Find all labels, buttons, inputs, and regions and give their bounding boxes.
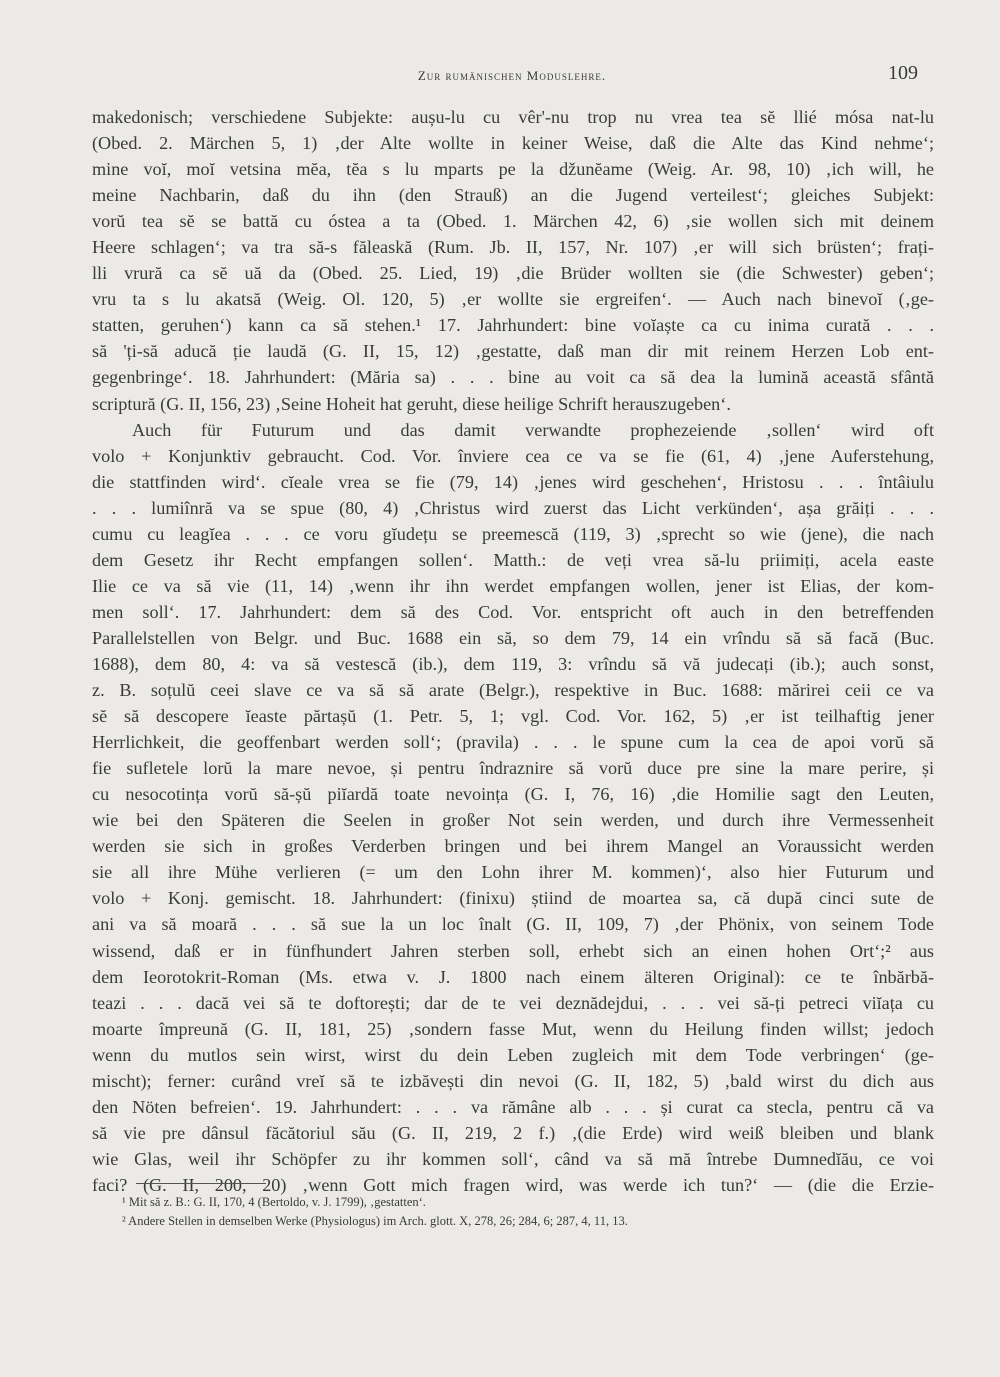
text-line: men soll‘. 17. Jahrhundert: dem să des Cod. Vor. entspricht oft auch in den betreffenden [92,601,934,622]
text-line: volo + Konjunktiv gebraucht. Cod. Vor. înviere cea ce va se fie (61, 4) ‚jene Auferstehung, [92,445,934,466]
text-line: Herrlichkeit, die geoffenbart werden soll‘; (pravila) . . . le spune cum la cea de apoi vorŭ să [92,732,934,753]
text-line: ani va să moară . . . să sue la un loc înalt (G. II, 109, 7) ‚der Phönix, von seinem Tode [92,914,934,935]
text-line: Parallelstellen von Belgr. und Buc. 1688 ein să, so dem 79, 14 ein vrîndu să să facă (Buc. [92,627,934,648]
body-text [92,104,934,1198]
text-line: wie Glas, weil ihr Schöpfer zu ihr kommen soll‘, când va să mă întrebe Dumnedĭău, ce voi [92,1148,934,1169]
footnote: ² Andere Stellen in demselben Werke (Physiologus) im Arch. glott. X, 278, 26; 284, 6; 287, 4, 11, 13. [122,1214,628,1228]
text-line: wissend, daß er in fünfhundert Jahren sterben soll, erhebt sich an einen hohen Ort‘;² aus [92,940,934,961]
text-line: . . . lumiînră va se spue (80, 4) ‚Christus wird zuerst das Licht verkünden‘, așa grăiți . . . [92,497,934,518]
footnote: ¹ Mit să z. B.: G. II, 170, 4 (Bertoldo, v. J. 1799), ‚gestatten‘. [122,1195,426,1209]
text-line: gegenbringe‘. 18. Jahrhundert: (Măria sa) . . . bine au voit ca să dea la lumină această sfântă [92,367,934,388]
text-line: 1688), dem 80, 4: va să vestescă (ib.), dem 119, 3: vrîndu să vă judecați (ib.); auch sonst, [92,653,934,674]
text-line: vru ta s lu akatsă (Weig. Ol. 120, 5) ‚er wollte sie ergreifen‘. — Auch nach binevoĭ (‚ge- [92,289,934,310]
text-line: statten, geruhen‘) kann ca să stehen.¹ 17. Jahrhundert: bine voĭaște ca cu inima curată . . . [92,315,934,336]
text-line: meine Nachbarin, daß du ihn (den Strauß) an die Jugend verteilest‘; gleiches Subjekt: [92,185,934,206]
text-line: wie bei den Späteren die Seelen in großer Not sein werden, und durch ihre Vermessenheit [92,810,934,831]
text-line: să 'ți-să aducă ție laudă (G. II, 15, 12) ‚gestatte, daß man dir mit reinem Herzen Lob ent- [92,341,934,362]
footnotes [122,1193,922,1231]
text-line: scriptură (G. II, 156, 23) ‚Seine Hoheit hat geruht, diese heilige Schrift herauszugeben‘. [92,393,731,414]
text-line: mischt); ferner: curând vreĭ să te izbăvești din nevoi (G. II, 182, 5) ‚bald wirst du dich aus [92,1070,934,1091]
text-line: faci? (G. II, 200, 20) ‚wenn Gott mich fragen wird, was werde ich tun?‘ — (die die Erzie- [92,1174,934,1195]
text-line: makedonisch; verschiedene Subjekte: aușu-lu cu vêr'-nu trop nu vrea tea sĕ llié mósa nat-lu [92,107,934,127]
text-line: Ilie ce va să vie (11, 14) ‚wenn ihr ihn werdet empfangen wollen, jener ist Elias, der kom- [92,575,934,596]
text-line: z. B. soțulŭ ceei slave ce va să să arate (Belgr.), respektive in Buc. 1688: mărirei ceii ce va [92,680,934,701]
text-line: (Obed. 2. Märchen 5, 1) ‚der Alte wollte in keiner Weise, daß die Alte das Kind nehme‘; [92,133,934,154]
text-line: cumu cu leagĭea . . . ce voru gĭudețu se preemescă (119, 3) ‚sprecht so wie (jene), die nach [92,523,934,544]
page-header [92,62,932,92]
text-line: lli vrură ca sĕ uă da (Obed. 25. Lied, 19) ‚die Brüder wollten sie (die Schwester) geben‘; [92,263,934,284]
text-line: die stattfinden wird‘. cĭeale vrea se fie (79, 14) ‚jenes wird geschehen‘, Hristosu . . . întâiulu [92,471,934,492]
text-line: sĕ să descopere ĭeaste părtașŭ (1. Petr. 5, 1; vgl. Cod. Vor. 162, 5) ‚er ist teilhaftig jener [92,706,934,727]
text-line: Heere schlagen‘; va tra să-s făleaskă (Rum. Jb. II, 157, Nr. 107) ‚er will sich brüsten‘; frați- [92,237,934,258]
page-number: 109 [888,62,918,84]
text-line: să vie pre dânsul făcătoriul său (G. II, 219, 2 f.) ‚(die Erde) wird weiß bleiben und blank [92,1122,934,1143]
text-line: werden sie sich in großes Verderben bringen und bei ihrem Mangel an Voraussicht werden [92,836,934,857]
text-line: fie sufletele lorŭ la mare nevoe, și pentru îndraznire să vorŭ duce pre sine la mare perire, și [92,758,934,779]
text-line: sie all ihre Mühe verlieren (= um den Lohn ihrer M. kommen)‘, also hier Futurum und [92,862,934,883]
text-line: Auch für Futurum und das damit verwandte prophezeiende ‚sollen‘ wird oft [132,419,934,440]
text-line: mine voĭ, moĭ vetsina mĕa, tĕa s lu mparts pe la džunĕame (Weig. Ar. 98, 10) ‚ich will, he [92,159,934,180]
text-line: cu nesocotința vorŭ să-șŭ piĭardă toate nevoința (G. I, 76, 16) ‚die Homilie sagt den Leuten, [92,784,934,805]
text-line: vorŭ tea sĕ se battă cu óstea a ta (Obed. 1. Märchen 42, 6) ‚sie wollen sich mit deinem [92,211,934,232]
text-line: teazi . . . dacă vei să te doftorești; dar de te vei deznădejdui, . . . vei să-ți petreci viĭața cu [92,992,934,1013]
text-line: dem Gesetz ihr Recht empfangen sollen‘. Matth.: de veți vrea să-lu priimiți, acela easte [92,549,934,570]
text-line: dem Ieorotokrit-Roman (Ms. etwa v. J. 1800 nach einem älteren Original): ce te înbărbă- [92,966,934,987]
running-title: Zur rumänischen Moduslehre. [417,68,607,83]
text-line: den Nöten befreien‘. 19. Jahrhundert: . . . va rămâne alb . . . și curat ca stecla, pentru că va [92,1096,934,1117]
text-line: volo + Konj. gemischt. 18. Jahrhundert: (finixu) știind de moartea sa, că după cinci sute de [92,888,934,909]
text-line: wenn du mutlos sein wirst, wirst du dein Leben zugleich mit dem Tode verbringen‘ (ge- [92,1044,934,1065]
text-line: moarte împreună (G. II, 181, 25) ‚sondern fasse Mut, wenn du Heilung finden willst; jedoch [92,1018,934,1039]
footnote-rule [136,1183,266,1184]
